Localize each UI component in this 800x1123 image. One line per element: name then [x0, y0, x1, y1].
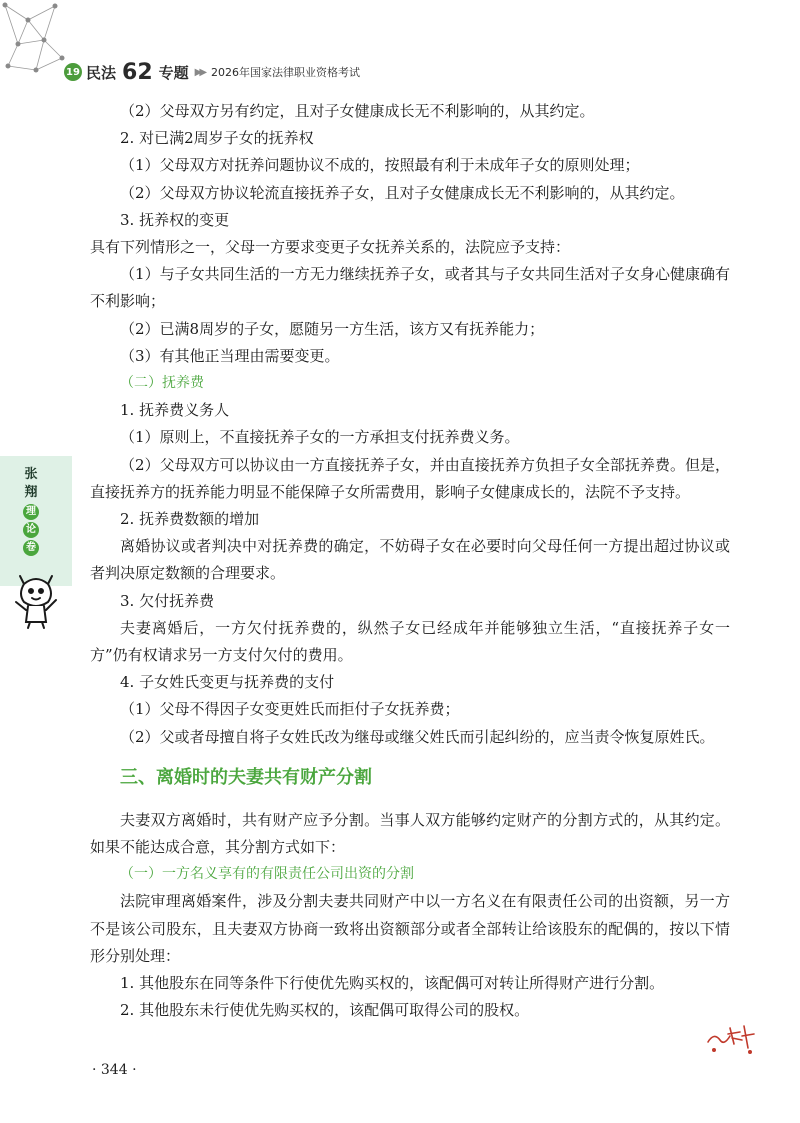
side-author-tab [0, 456, 72, 586]
paragraph: 1. 其他股东在同等条件下行使优先购买权的，该配偶可对转让所得财产进行分割。 [120, 974, 665, 993]
numbered-heading: 2. 抚养费数额的增加 [120, 510, 260, 529]
page-number: · 344 · [92, 1062, 137, 1078]
paragraph: （2）父母双方另有约定，且对子女健康成长无不利影响的，从其约定。 [120, 102, 595, 120]
paragraph: （2）父或者母擅自将子女姓氏改为继母或继父姓氏而引起纠纷的，应当责令恢复原姓氏。 [120, 727, 715, 746]
paragraph: 法院审理离婚案件，涉及分割夫妻共同财产中以一方名义在有限责任公司的出资额，另一方不是该公司股东，且夫妻双方协商一致将出资额部分或者全部转让给该股东的配偶的，按以下情形分别处理： [90, 892, 730, 965]
paragraph: 夫妻离婚后，一方欠付抚养费的，纵然子女已经成年并能够独立生活，“直接抚养子女一方”仍有权请求另一方支付欠付的费用。 [90, 618, 730, 665]
running-header [64, 59, 360, 85]
paragraph: （2）已满8周岁的子女，愿随另一方生活，该方又有抚养能力； [120, 319, 545, 338]
paragraph: （1）父母不得因子女变更姓氏而拒付子女抚养费； [120, 700, 460, 719]
side-tab-circled-char: 卷 [23, 540, 39, 556]
paragraph: （3）有其他正当理由需要变更。 [120, 346, 340, 365]
paragraph: （2）父母双方可以协议由一方直接抚养子女，并由直接抚养方负担子女全部抚养费。但是，直接抚养方的抚养能力明显不能保障子女所需费用，影响子女健康成长的，法院不予支持。 [90, 455, 730, 501]
paragraph: （1）父母双方对抚养问题协议不成的，按照最有利于未成年子女的原则处理； [120, 156, 640, 175]
side-tab-char: 张 [24, 467, 38, 482]
header-brand-suffix: 专题 [158, 63, 189, 82]
handwritten-mark-decoration [700, 1018, 760, 1058]
numbered-heading: 2. 对已满2周岁子女的抚养权 [120, 129, 314, 148]
header-subtitle: 2026年国家法律职业资格考试 [211, 66, 361, 79]
numbered-heading: 1. 抚养费义务人 [120, 401, 230, 420]
side-tab-char: 翔 [24, 485, 38, 500]
paragraph: 具有下列情形之一，父母一方要求变更子女抚养关系的，法院应予支持： [90, 238, 571, 257]
series-badge-icon: 19 [64, 63, 82, 81]
paragraph: 2. 其他股东未行使优先购买权的，该配偶可取得公司的股权。 [120, 1001, 530, 1020]
paragraph: （1）与子女共同生活的一方无力继续抚养子女，或者其与子女共同生活对子女身心健康确有不利影响； [90, 265, 730, 311]
side-tab-circled-char: 论 [23, 522, 39, 538]
subsection-heading: （二）抚养费 [120, 375, 204, 392]
section-heading: 三、离婚时的夫妻共有财产分割 [120, 766, 372, 788]
header-brand: 民法 [86, 63, 117, 82]
numbered-heading: 4. 子女姓氏变更与抚养费的支付 [120, 673, 335, 692]
header-brand-number: 62 [122, 59, 153, 85]
paragraph: 夫妻双方离婚时，共有财产应予分割。当事人双方能够约定财产的分割方式的，从其约定。如果不能达成合意，其分割方式如下： [90, 810, 730, 857]
paragraph: 离婚协议或者判决中对抚养费的确定，不妨碍子女在必要时向父母任何一方提出超过协议或者判决原定数额的合理要求。 [90, 537, 730, 583]
paragraph: （1）原则上，不直接抚养子女的一方承担支付抚养费义务。 [120, 428, 520, 447]
cartoon-mascot-icon [10, 572, 62, 630]
side-tab-circled-char: 理 [23, 504, 39, 520]
numbered-heading: 3. 抚养权的变更 [120, 210, 230, 229]
subsection-heading: （一）一方名义享有的有限责任公司出资的分割 [120, 866, 414, 883]
paragraph: （2）父母双方协议轮流直接抚养子女，且对子女健康成长无不利影响的，从其约定。 [120, 183, 685, 202]
numbered-heading: 3. 欠付抚养费 [120, 591, 215, 610]
double-arrow-icon: ▶▶ [194, 66, 205, 78]
page-body [90, 98, 730, 1025]
